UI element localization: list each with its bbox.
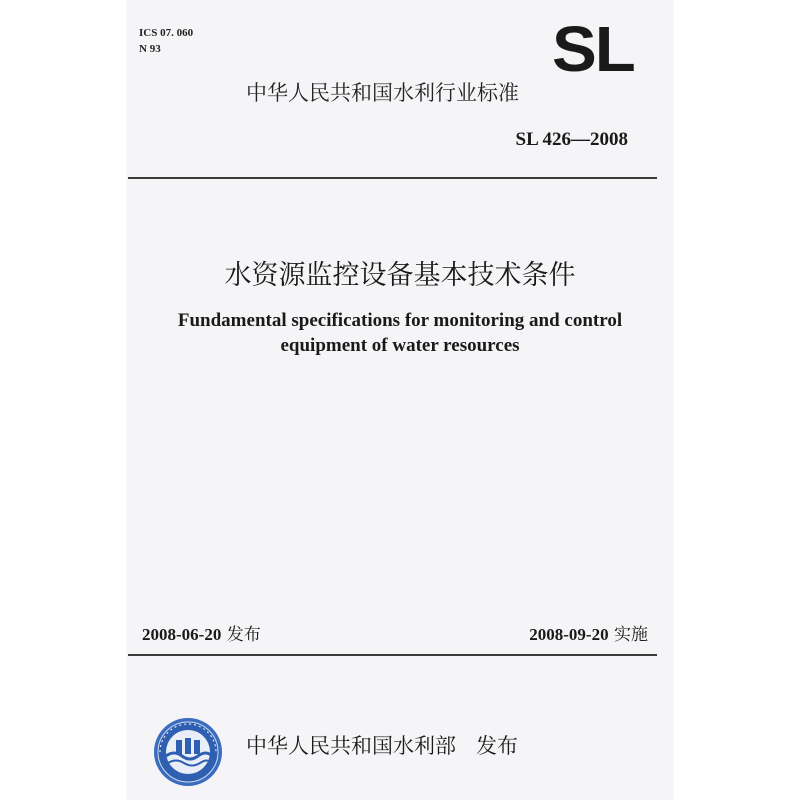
issue-label: 发布 [226,625,261,645]
publish-label: 发布 [476,734,518,758]
bottom-divider [128,654,657,656]
implementation-label: 实施 [614,625,648,645]
classification-codes [139,25,193,57]
publisher [246,733,518,759]
standard-type: 中华人民共和国水利行业标准 [246,81,519,105]
title-english [128,308,672,358]
standard-cover [128,0,672,800]
implementation-date-value: 2008-09-20 [529,625,609,644]
issue-date-value: 2008-06-20 [142,625,222,644]
title-english-line-1: Fundamental specifications for monitoring and control [177,310,623,331]
publisher-name: 中华人民共和国水利部 [246,734,456,758]
ics-code: ICS 07. 060 [139,27,194,39]
standard-number: SL 426—2008 [515,129,628,150]
title-chinese: 水资源监控设备基本技术条件 [224,260,576,291]
top-divider [128,177,657,179]
implementation-date [529,624,648,646]
ccs-code: N 93 [139,43,161,55]
sl-logo: SL [552,13,634,85]
title-english-line-2: equipment of water resources [280,335,520,356]
water-ministry-emblem-icon [152,716,224,788]
issue-date [142,624,261,646]
